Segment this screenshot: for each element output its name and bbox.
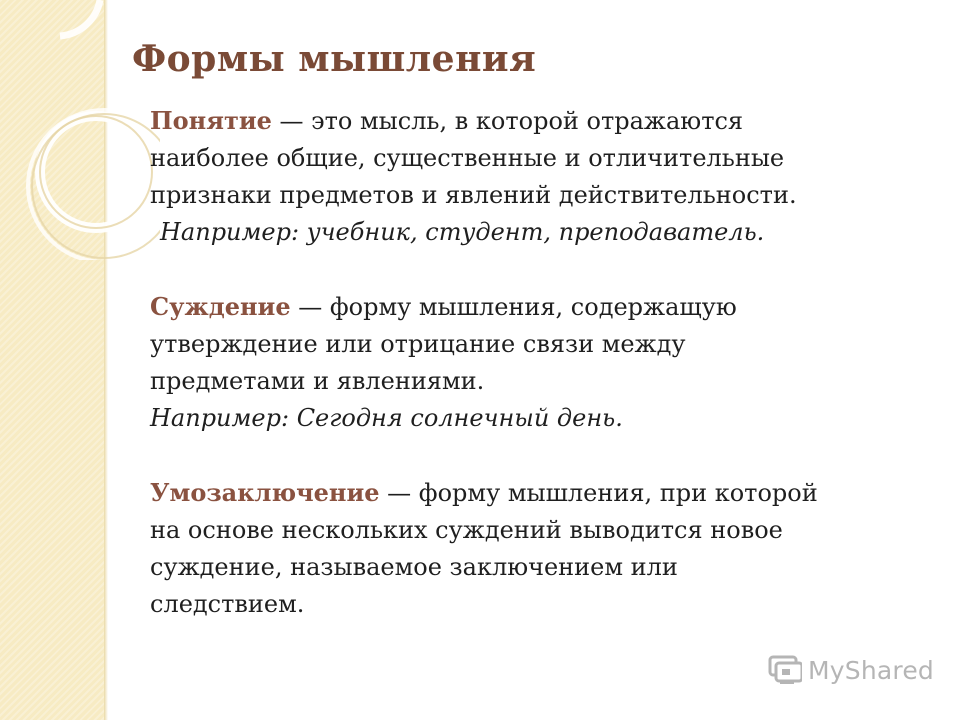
inference-line-1 xyxy=(150,474,940,512)
judgment-line-2: утверждение или отрицание связи между xyxy=(150,330,686,358)
inference-line-4: следствием. xyxy=(150,590,305,618)
inference-term: Умозаключение xyxy=(150,478,380,507)
decorative-side-band xyxy=(0,0,104,720)
concept-line-2: наиболее общие, существенные и отличительные xyxy=(150,144,785,172)
judgment-term: Суждение xyxy=(150,292,291,321)
myshared-logo-icon xyxy=(768,654,802,686)
judgment-line-3: предметами и явлениями. xyxy=(150,367,485,395)
slide-content xyxy=(150,102,940,623)
judgment-example: Например: Сегодня солнечный день. xyxy=(150,404,623,432)
judgment-line-1 xyxy=(150,288,940,326)
watermark-text: MyShared xyxy=(808,655,934,685)
inference-line-3: суждение, называемое заключением или xyxy=(150,553,678,581)
concept-definition-start: — это мысль, в которой отражаются xyxy=(271,107,744,135)
concept-line-3: признаки предметов и явлений действительности. xyxy=(150,181,797,209)
concept-example: Например: учебник, студент, преподаватель. xyxy=(160,218,765,246)
myshared-watermark[interactable] xyxy=(768,654,934,686)
slide-title: Формы мышления xyxy=(132,38,537,80)
side-band-edge xyxy=(104,0,108,720)
inference-line-2: на основе нескольких суждений выводится новое xyxy=(150,516,783,544)
paragraph-gap xyxy=(150,251,940,288)
paragraph-gap xyxy=(150,437,940,474)
inference-definition-start: — форму мышления, при которой xyxy=(379,479,818,507)
judgment-definition-start: — форму мышления, содержащую xyxy=(290,293,737,321)
concept-line-1 xyxy=(150,102,940,140)
concept-term: Понятие xyxy=(150,106,272,135)
